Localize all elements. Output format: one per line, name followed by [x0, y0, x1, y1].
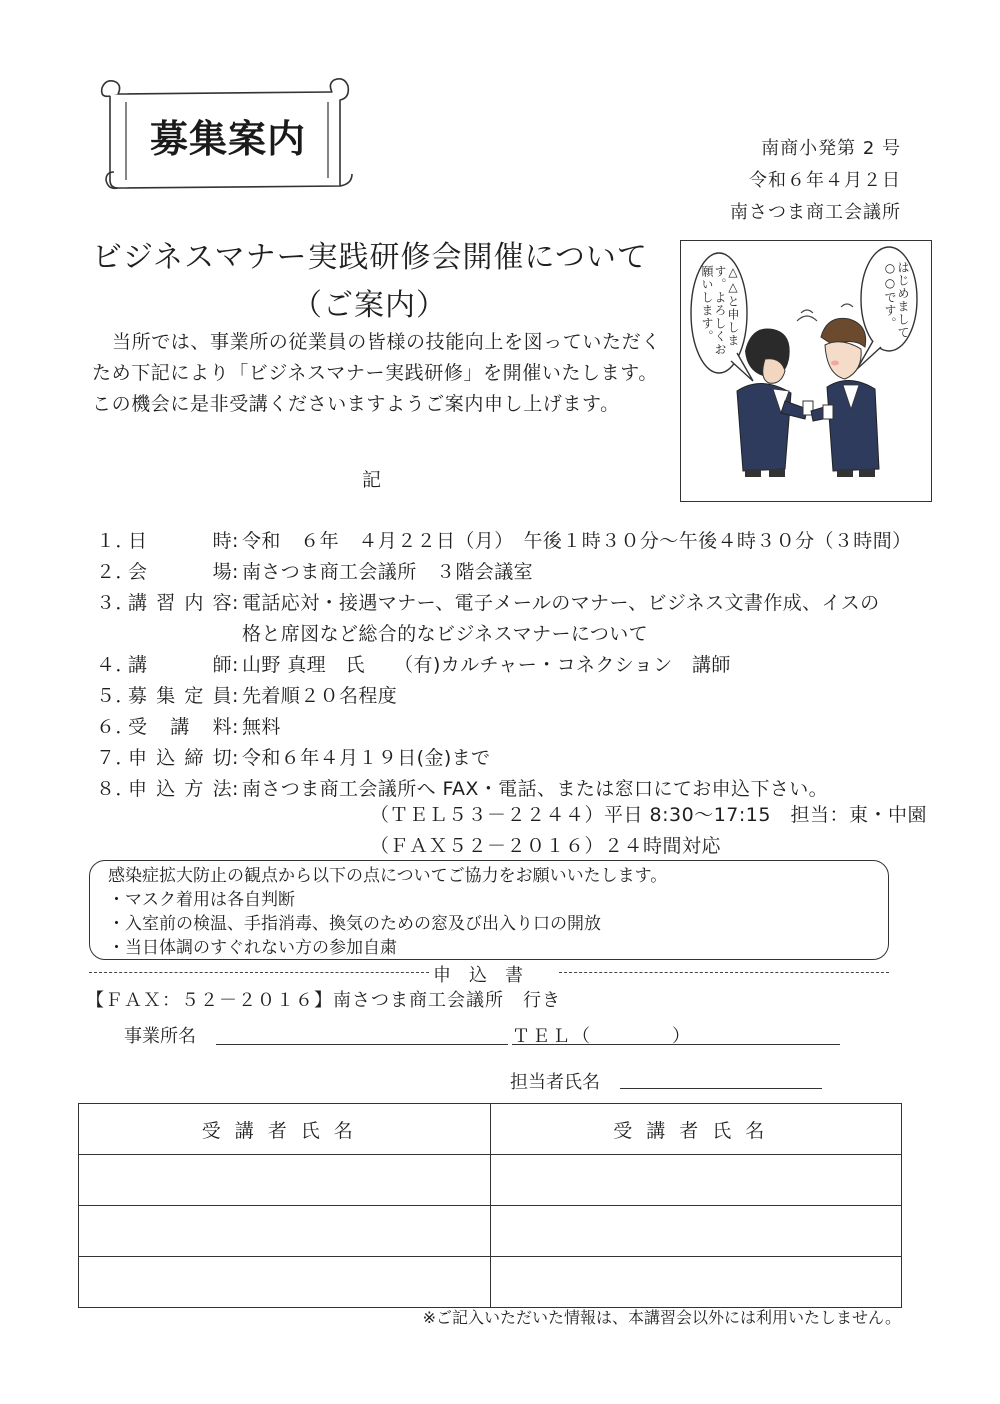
infection-prevention-notice	[89, 860, 889, 960]
detail-value: 令和６年４月１９日(金)まで	[242, 747, 491, 769]
left-bubble-text: △△と申します。よろしくお願いします。	[700, 265, 740, 356]
page-subtitle: （ご案内）	[292, 288, 447, 323]
detail-number: ６．	[96, 716, 135, 738]
page-title: ビジネスマナー実践研修会開催について	[92, 240, 648, 275]
intro-paragraph: 当所では、事業所の従業員の皆様の技能向上を図っていただくため下記により「ビジネスマナー実践研修」を開催いたします。この機会に是非受講くださいますようご案内申し上げます。	[92, 331, 661, 415]
detail-row-datetime: １． 日 時 : 令和 ６年 ４月２２日（月） 午後１時３０分～午後４時３０分（３時間）	[96, 526, 912, 557]
table-row	[79, 1206, 902, 1257]
document-date: 令和６年４月２日	[749, 170, 901, 191]
detail-value: 南さつま商工会議所 ３階会議室	[242, 561, 534, 583]
table-header-row	[79, 1104, 902, 1155]
application-heading: 申込書	[429, 961, 545, 987]
detail-row-deadline: ７． 申込締切 : 令和６年４月１９日(金)まで	[96, 743, 912, 774]
detail-label: 日 時	[128, 530, 232, 552]
issuer-name: 南さつま商工会議所	[730, 202, 901, 223]
table-header-cell: 受講者氏名	[79, 1104, 491, 1155]
document-number: 南商小発第 2 号	[761, 138, 901, 159]
banner-title: 募集案内	[150, 117, 307, 161]
detail-number: ３．	[96, 592, 135, 614]
contact-person-field[interactable]	[620, 1088, 822, 1089]
table-header-cell: 受講者氏名	[490, 1104, 902, 1155]
notice-item: ・マスク着用は各自判断	[108, 890, 295, 910]
detail-number: ２．	[96, 561, 135, 583]
attendee-names-table	[78, 1103, 902, 1308]
notice-item: ・入室前の検温、手指消毒、換気のための窓及び出入り口の開放	[108, 914, 601, 934]
detail-value: 先着順２０名程度	[242, 685, 398, 707]
detail-label: 会 場	[128, 561, 232, 583]
privacy-footnote: ※ご記入いただいた情報は、本講習会以外には利用いたしません。	[422, 1308, 901, 1327]
detail-label: 申込方法	[128, 778, 232, 800]
tel-field[interactable]	[512, 1044, 840, 1045]
contact-tel: （ＴＥＬ５３－２２４４）平日 8:30～17:15 担当：東・中園	[370, 804, 927, 826]
detail-row-instructor: ４． 講 師 : 山野 真理 氏 （有)カルチャー・コネクション 講師	[96, 650, 912, 681]
table-row	[79, 1257, 902, 1308]
right-bubble-text: はじめまして○○です。	[883, 261, 910, 339]
fax-destination: 【ＦＡＸ：５２－２０１６】南さつま商工会議所 行き	[86, 990, 561, 1011]
attendee-name-cell[interactable]	[490, 1155, 902, 1206]
table-row	[79, 1155, 902, 1206]
notice-item: ・当日体調のすぐれない方の参加自粛	[108, 938, 397, 958]
detail-value: 南さつま商工会議所へ FAX・電話、または窓口にてお申込下さい。	[242, 778, 829, 800]
detail-number: ８．	[96, 778, 135, 800]
attendee-name-cell[interactable]	[79, 1155, 491, 1206]
contact-fax: （ＦＡＸ５２－２０１６）２４時間対応	[370, 835, 722, 857]
attendee-name-cell[interactable]	[79, 1257, 491, 1308]
attendee-name-cell[interactable]	[490, 1257, 902, 1308]
detail-row-venue: ２． 会 場 : 南さつま商工会議所 ３階会議室	[96, 557, 912, 588]
detail-label: 講 師	[128, 654, 232, 676]
detail-row-fee: ６． 受 講 料 : 無料	[96, 712, 912, 743]
detail-number: ７．	[96, 747, 135, 769]
business-card-exchange-illustration	[680, 240, 932, 502]
tel-label: ＴＥＬ（ ）	[512, 1026, 692, 1047]
detail-value: 山野 真理 氏 （有)カルチャー・コネクション 講師	[242, 654, 731, 676]
detail-row-capacity: ５． 募集定員 : 先着順２０名程度	[96, 681, 912, 712]
company-name-label: 事業所名	[124, 1026, 196, 1047]
left-businessman	[737, 328, 813, 477]
detail-label: 受 講 料	[128, 716, 232, 738]
application-divider	[89, 961, 889, 986]
event-details-list	[96, 526, 912, 805]
detail-label: 申込締切	[128, 747, 232, 769]
detail-row-content: ３． 講習内容 : 電話応対・接遇マナー、電子メールのマナー、ビジネス文書作成、イスの	[96, 588, 912, 619]
ki-marker: 記	[362, 469, 382, 491]
detail-number: ４．	[96, 654, 135, 676]
detail-number: １．	[96, 530, 135, 552]
attendee-name-cell[interactable]	[490, 1206, 902, 1257]
detail-value: 令和 ６年 ４月２２日（月） 午後１時３０分～午後４時３０分（３時間）	[242, 530, 912, 552]
detail-row-method: ８． 申込方法 : 南さつま商工会議所へ FAX・電話、または窓口にてお申込下さい。	[96, 774, 912, 805]
attendee-name-cell[interactable]	[79, 1206, 491, 1257]
detail-label: 講習内容	[128, 592, 232, 614]
detail-number: ５．	[96, 685, 135, 707]
company-name-field[interactable]	[216, 1044, 508, 1045]
detail-label: 募集定員	[128, 685, 232, 707]
detail-value-continued: 格と席図など総合的なビジネスマナーについて	[242, 623, 649, 645]
detail-value: 電話応対・接遇マナー、電子メールのマナー、ビジネス文書作成、イスの	[242, 592, 880, 614]
notice-heading: 感染症拡大防止の観点から以下の点についてご協力をお願いいたします。	[108, 866, 668, 886]
detail-value: 無料	[242, 716, 281, 738]
contact-person-label: 担当者氏名	[510, 1072, 600, 1093]
